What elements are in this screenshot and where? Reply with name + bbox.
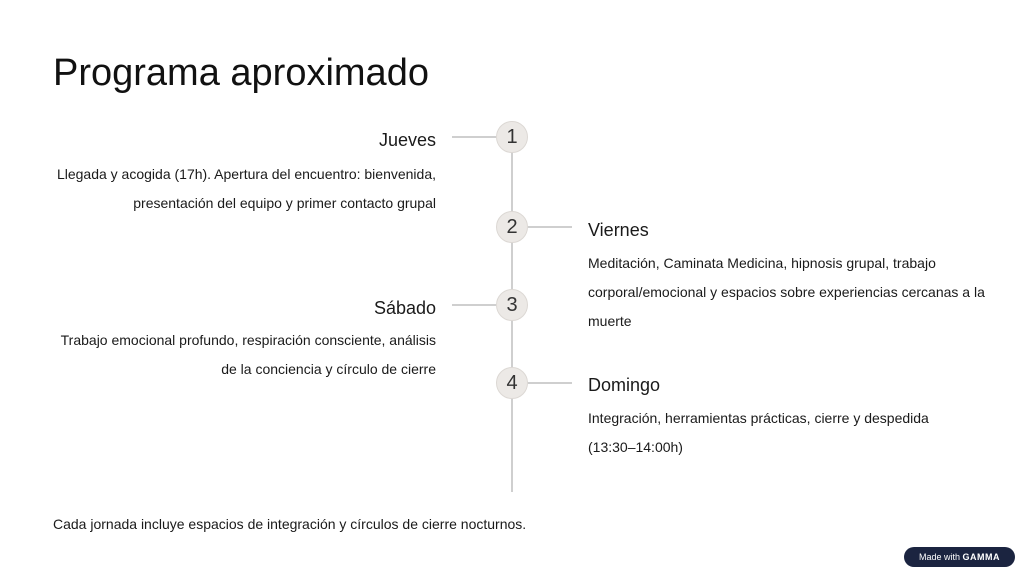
- timeline-node-4: 4: [496, 367, 528, 399]
- day-description-viernes: Meditación, Caminata Medicina, hipnosis grupal, trabajo corporal/emocional y espacios sobre experiencias cercanas a la muerte: [588, 255, 985, 329]
- day-label-jueves: Jueves: [378, 130, 436, 150]
- timeline-node-2: 2: [496, 211, 528, 243]
- connector-3: [452, 304, 496, 306]
- timeline-node-1: 1: [496, 121, 528, 153]
- day-description-jueves: Llegada y acogida (17h). Apertura del encuentro: bienvenida, presentación del equipo y primer contacto grupal: [56, 166, 436, 211]
- badge-prefix: Made with: [918, 552, 960, 562]
- made-with-gamma-badge[interactable]: [904, 547, 1015, 567]
- timeline-node-3: 3: [496, 289, 528, 321]
- slide-title: Programa aproximado: [53, 52, 429, 94]
- day-description-domingo: Integración, herramientas prácticas, cierre y despedida (13:30–14:00h): [588, 410, 929, 455]
- day-label-viernes: Viernes: [588, 220, 649, 240]
- timeline-line: [511, 152, 513, 492]
- day-description-sabado: Trabajo emocional profundo, respiración consciente, análisis de la conciencia y círculo de cierre: [60, 332, 436, 377]
- connector-4: [528, 382, 572, 384]
- footer-note: Cada jornada incluye espacios de integración y círculos de cierre nocturnos.: [53, 516, 527, 532]
- gamma-logo: GAMMA: [962, 552, 1001, 562]
- day-label-domingo: Domingo: [588, 375, 661, 395]
- connector-1: [452, 136, 496, 138]
- connector-2: [528, 226, 572, 228]
- day-label-sabado: Sábado: [373, 298, 436, 318]
